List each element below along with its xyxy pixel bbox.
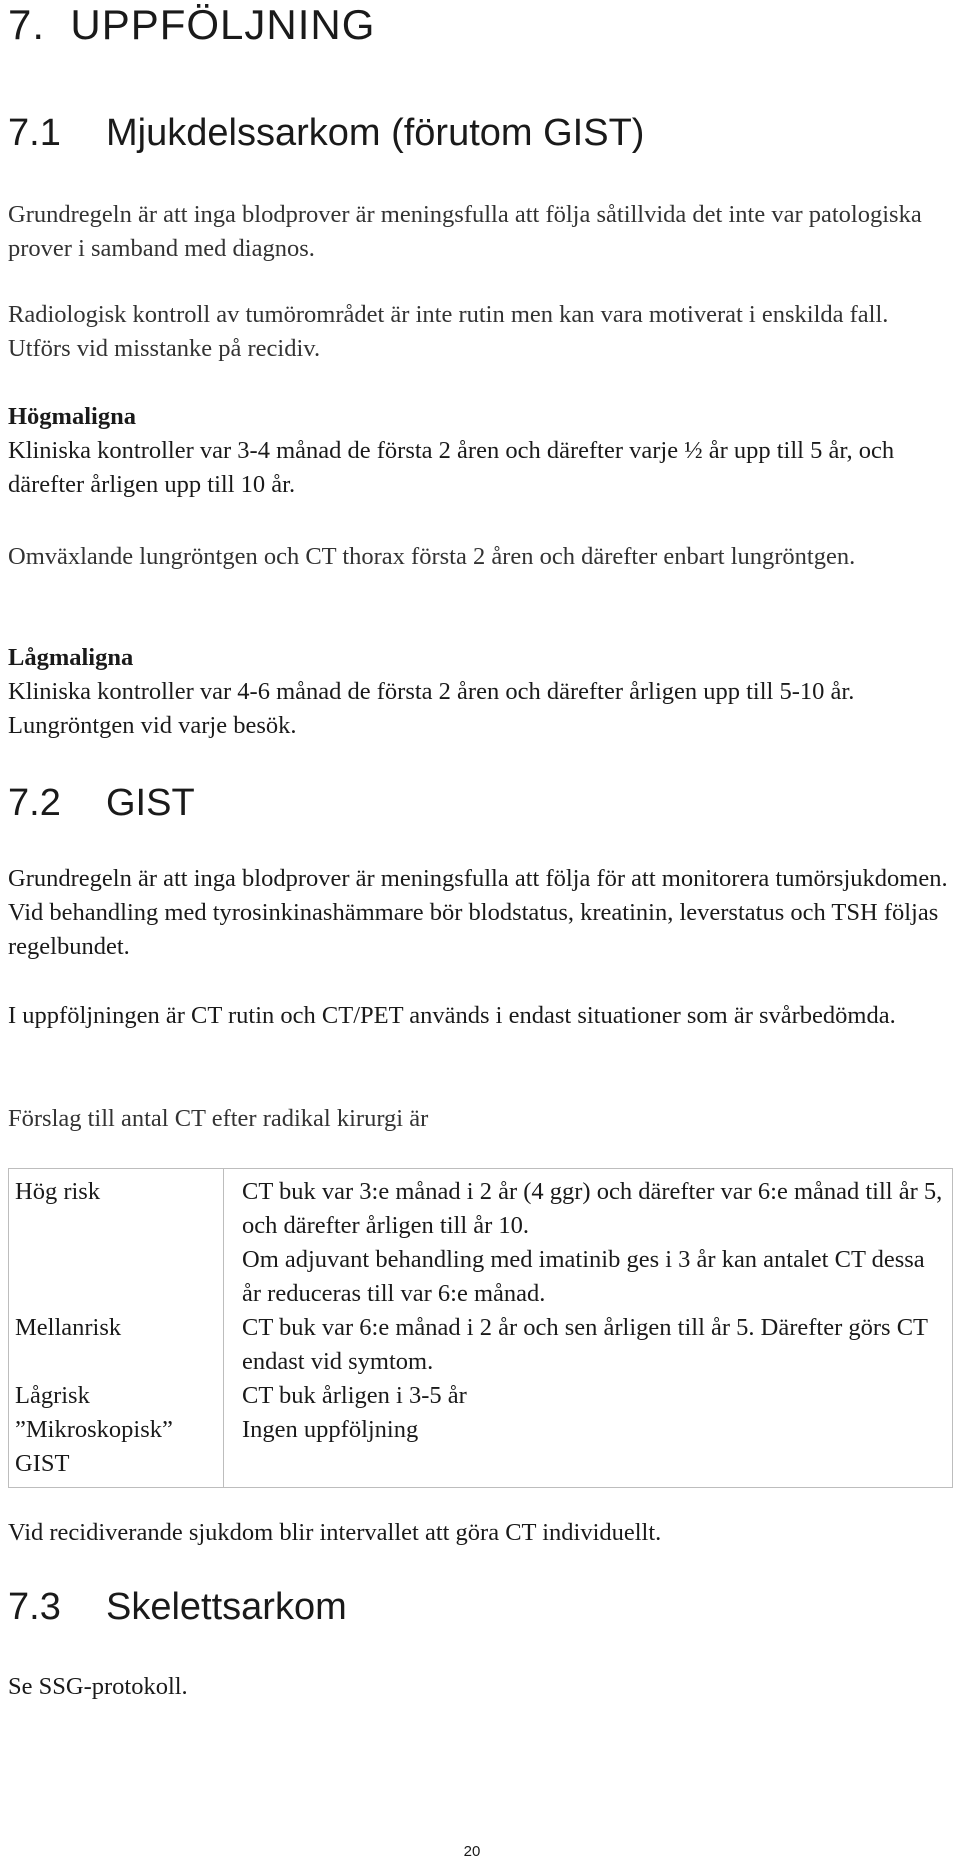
risk-cell: Hög risk bbox=[9, 1169, 224, 1312]
paragraph: Förslag till antal CT efter radikal kirurgi är bbox=[8, 1105, 429, 1132]
paragraph: Vid recidiverande sjukdom blir intervallet att göra CT individuellt. bbox=[8, 1519, 662, 1546]
paragraph: Grundregeln är att inga blodprover är meningsfulla att följa för att monitorera tumörsjukdomen. Vid behandling med tyrosinkinashämmare bör blodstatus, kreatinin, leverstatus och TSH följas regelbundet. bbox=[8, 865, 948, 960]
risk-cell: Mellanrisk bbox=[9, 1311, 224, 1379]
section-number: 7.3 bbox=[8, 1586, 61, 1628]
paragraph: I uppföljningen är CT rutin och CT/PET används i endast situationer som är svårbedömda. bbox=[8, 1002, 896, 1029]
risk-cell: ”Mikroskopisk” GIST bbox=[9, 1413, 224, 1488]
table-row bbox=[9, 1379, 953, 1413]
table-row bbox=[9, 1413, 953, 1488]
section-heading-7-3 bbox=[8, 1584, 347, 1630]
plan-cell: CT buk var 6:e månad i 2 år och sen årligen till år 5. Därefter görs CT endast vid symtom. bbox=[242, 1314, 928, 1375]
paragraph: Grundregeln är att inga blodprover är meningsfulla att följa såtillvida det inte var patologiska prover i samband med diagnos. bbox=[8, 201, 922, 262]
chapter-heading bbox=[8, 0, 375, 50]
section-title: Skelettsarkom bbox=[106, 1586, 347, 1628]
subheading-low-grade: Lågmaligna bbox=[8, 644, 134, 671]
low-grade-block bbox=[8, 641, 953, 743]
section-number: 7.1 bbox=[8, 112, 61, 154]
section-heading-7-2 bbox=[8, 780, 195, 826]
chapter-title: UPPFÖLJNING bbox=[70, 1, 376, 48]
section-title: Mjukdelssarkom (förutom GIST) bbox=[106, 112, 645, 154]
plan-cell bbox=[224, 1169, 953, 1312]
plan-text: CT buk var 3:e månad i 2 år (4 ggr) och därefter var 6:e månad till år 5, och därefter årligen till år 10. bbox=[242, 1178, 943, 1239]
ct-followup-table bbox=[8, 1168, 953, 1488]
section-number: 7.2 bbox=[8, 782, 61, 824]
chapter-number: 7. bbox=[8, 1, 46, 48]
table-row bbox=[9, 1311, 953, 1379]
paragraph: Kliniska kontroller var 4-6 månad de första 2 åren och därefter årligen upp till 5-10 år. Lungröntgen vid varje besök. bbox=[8, 678, 855, 739]
section-title: GIST bbox=[106, 782, 195, 824]
paragraph: Radiologisk kontroll av tumörområdet är inte rutin men kan vara motiverat i enskilda fall. Utförs vid misstanke på recidiv. bbox=[8, 301, 889, 362]
plan-text: Om adjuvant behandling med imatinib ges i 3 år kan antalet CT dessa år reduceras till var 6:e månad. bbox=[242, 1246, 925, 1307]
high-grade-block bbox=[8, 400, 953, 502]
plan-cell: Ingen uppföljning bbox=[242, 1416, 419, 1443]
plan-cell: CT buk årligen i 3-5 år bbox=[242, 1382, 467, 1409]
paragraph: Se SSG-protokoll. bbox=[8, 1673, 188, 1700]
section-heading-7-1 bbox=[8, 110, 644, 156]
paragraph: Omväxlande lungröntgen och CT thorax första 2 åren och därefter enbart lungröntgen. bbox=[8, 543, 856, 570]
subheading-high-grade: Högmaligna bbox=[8, 403, 136, 430]
risk-cell: Lågrisk bbox=[9, 1379, 224, 1413]
page-number: 20 bbox=[463, 1843, 481, 1860]
table-row bbox=[9, 1169, 953, 1312]
paragraph: Kliniska kontroller var 3-4 månad de första 2 åren och därefter varje ½ år upp till 5 år, och därefter årligen upp till 10 år. bbox=[8, 437, 895, 498]
